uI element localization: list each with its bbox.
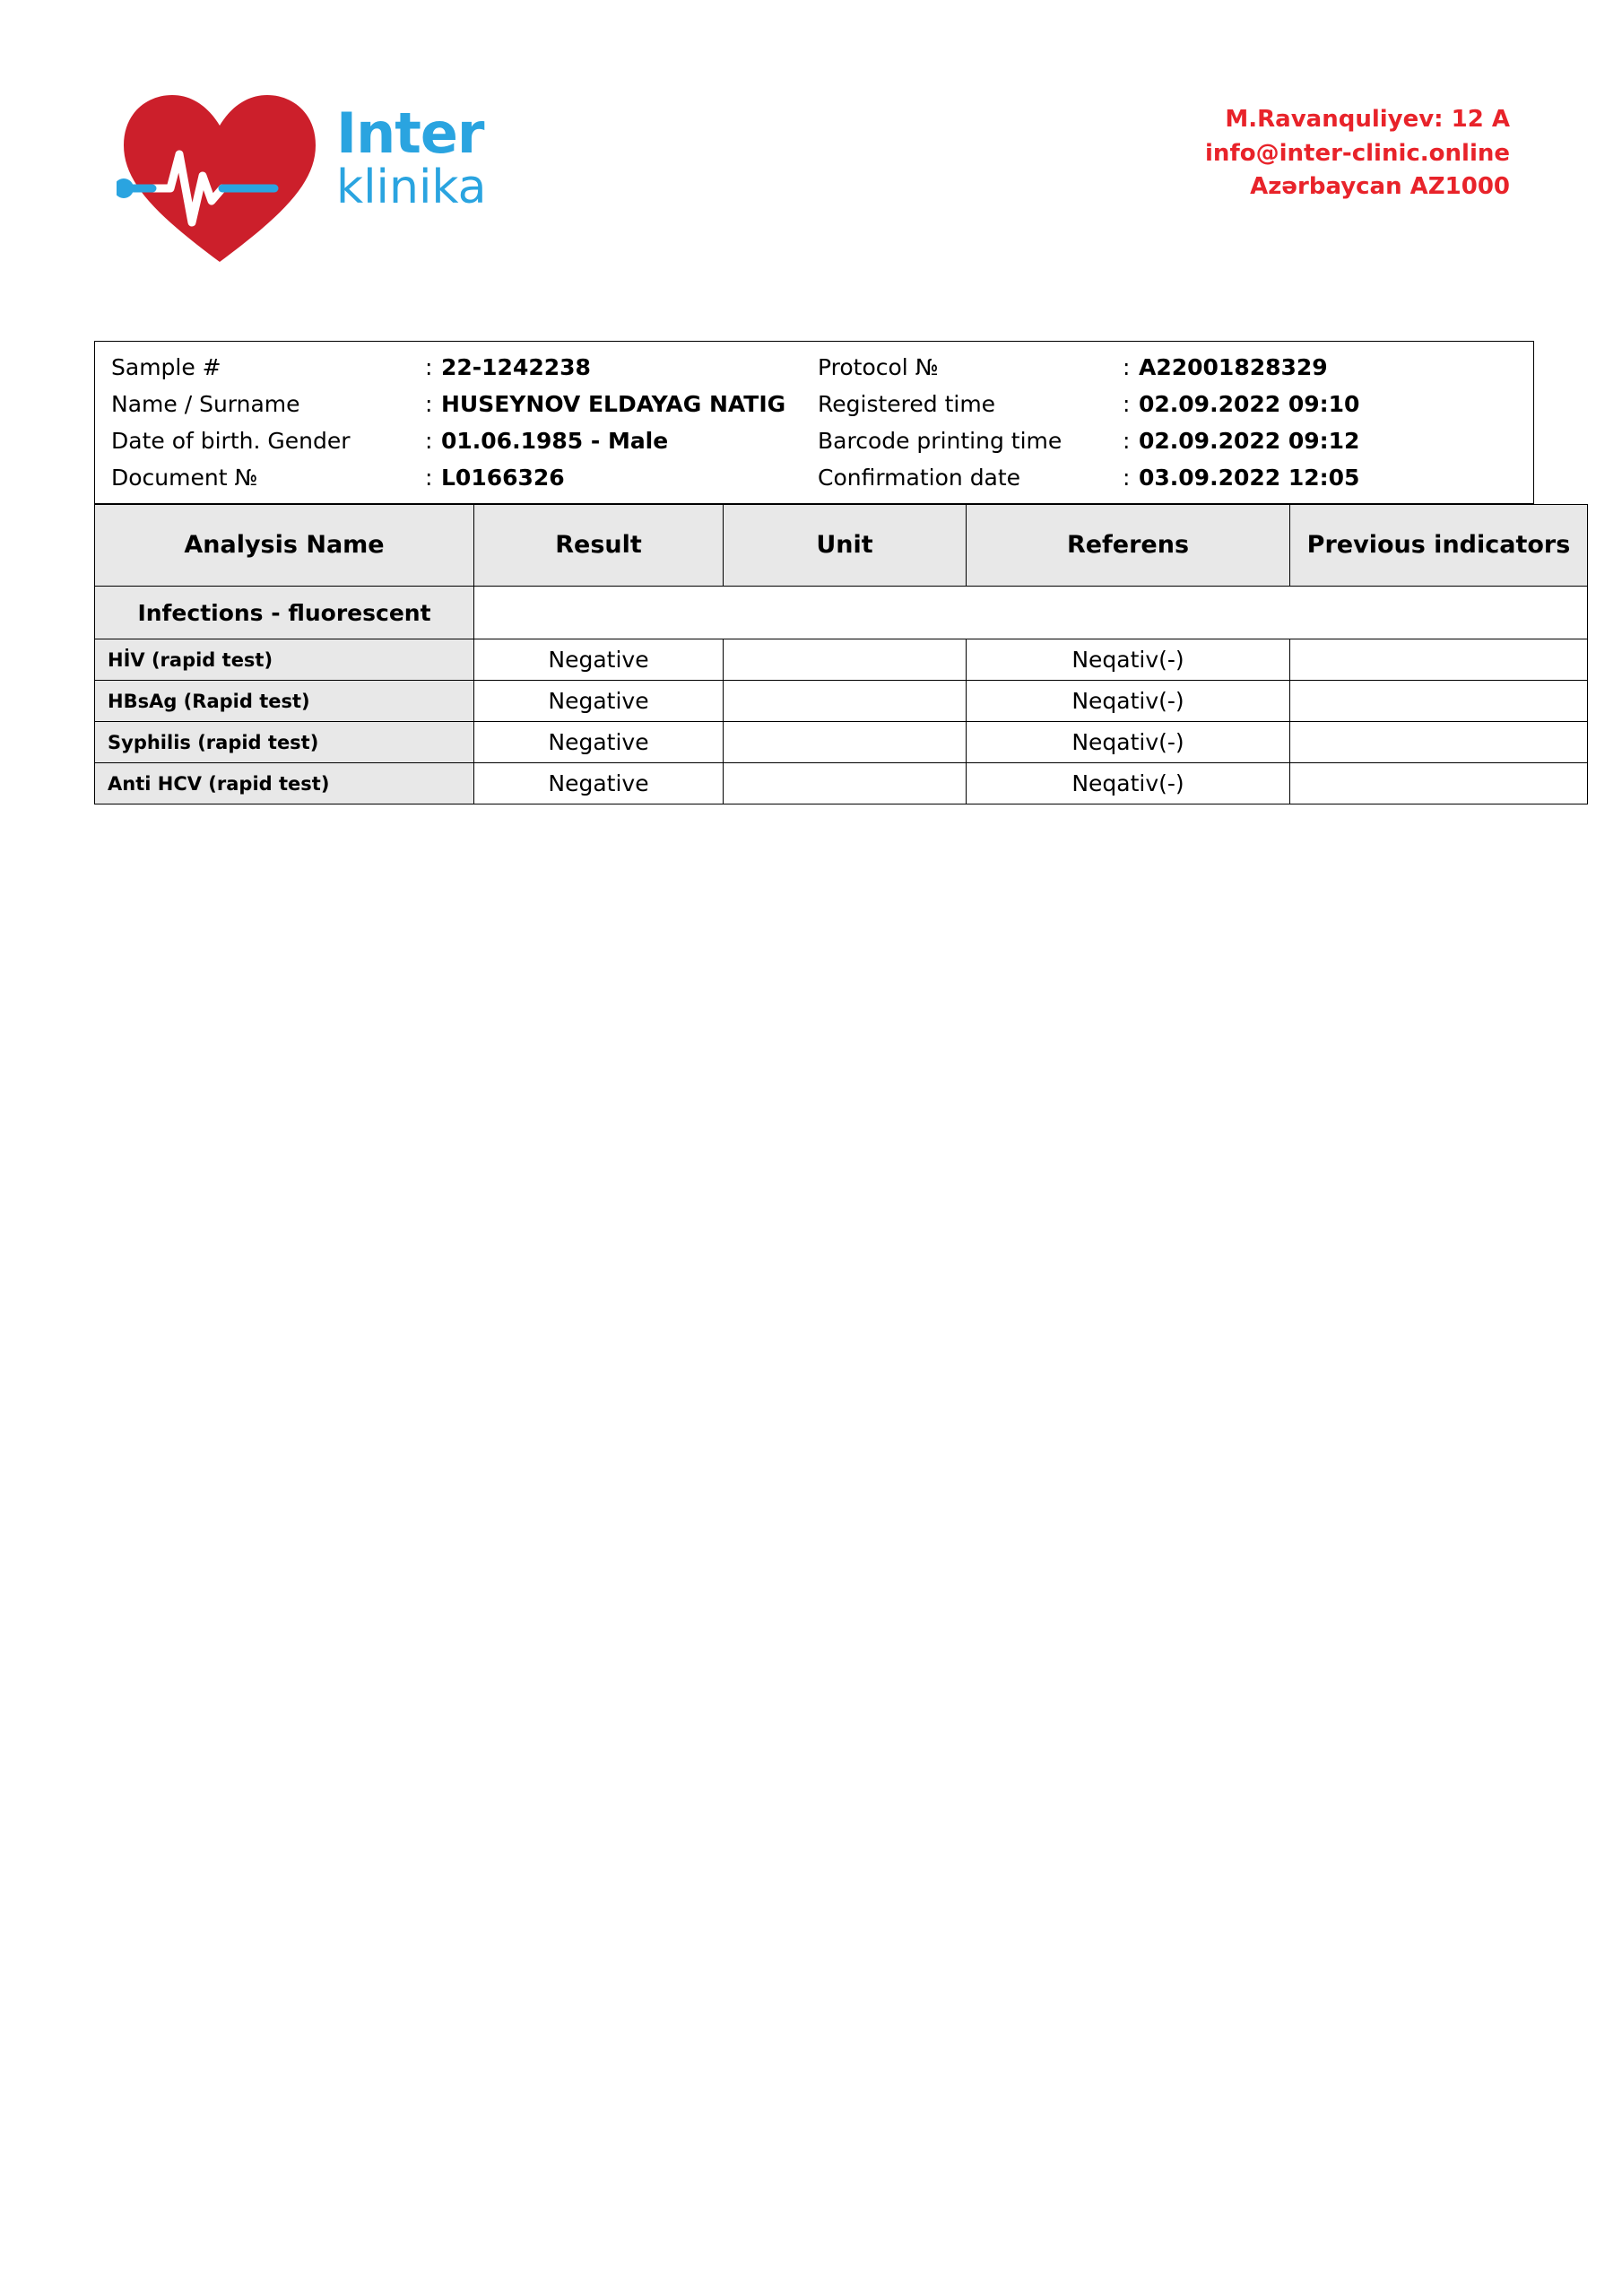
group-title-infections: Infections - fluorescent bbox=[95, 587, 474, 639]
analysis-previous bbox=[1290, 639, 1588, 681]
analysis-unit bbox=[724, 639, 967, 681]
patient-info-table bbox=[94, 341, 1534, 504]
analysis-result: Negative bbox=[474, 763, 724, 804]
results-group-row bbox=[95, 587, 1588, 639]
clinic-country: Azərbaycan AZ1000 bbox=[1250, 173, 1510, 201]
info-separator: : bbox=[1123, 354, 1131, 380]
column-header-analysis-name: Analysis Name bbox=[95, 505, 474, 587]
info-separator: : bbox=[425, 391, 433, 417]
info-label-confirmation-date: Confirmation date bbox=[818, 465, 1021, 491]
info-label-registered-time: Registered time bbox=[818, 391, 996, 417]
analysis-name: HBsAg (Rapid test) bbox=[95, 681, 474, 722]
analysis-unit bbox=[724, 763, 967, 804]
clinic-logo bbox=[117, 81, 583, 260]
report-body bbox=[94, 341, 1571, 804]
info-separator: : bbox=[425, 354, 433, 380]
clinic-contact-block bbox=[1205, 103, 1510, 204]
info-row bbox=[95, 386, 1534, 422]
analysis-result: Negative bbox=[474, 639, 724, 681]
info-value-barcode-time: 02.09.2022 09:12 bbox=[1139, 428, 1360, 454]
info-label-document: Document № bbox=[111, 465, 258, 491]
analysis-result: Negative bbox=[474, 722, 724, 763]
analysis-unit bbox=[724, 681, 967, 722]
table-row bbox=[95, 639, 1588, 681]
analysis-previous bbox=[1290, 722, 1588, 763]
info-value-dob-gender: 01.06.1985 - Male bbox=[441, 428, 669, 454]
column-header-unit: Unit bbox=[724, 505, 967, 587]
column-header-previous-indicators: Previous indicators bbox=[1290, 505, 1588, 587]
info-separator: : bbox=[425, 465, 433, 491]
info-separator: : bbox=[1123, 465, 1131, 491]
analysis-previous bbox=[1290, 763, 1588, 804]
analysis-previous bbox=[1290, 681, 1588, 722]
analysis-reference: Neqativ(-) bbox=[967, 639, 1290, 681]
info-label-protocol: Protocol № bbox=[818, 354, 939, 380]
group-empty-cell bbox=[474, 587, 1588, 639]
analysis-result: Negative bbox=[474, 681, 724, 722]
info-row bbox=[95, 459, 1534, 504]
logo-inter-text: Inter bbox=[336, 100, 484, 166]
table-row bbox=[95, 722, 1588, 763]
analysis-reference: Neqativ(-) bbox=[967, 763, 1290, 804]
analysis-name: Anti HCV (rapid test) bbox=[95, 763, 474, 804]
info-value-protocol: A22001828329 bbox=[1139, 354, 1328, 380]
info-value-name: HUSEYNOV ELDAYAG NATIG bbox=[441, 391, 786, 417]
heart-ecg-icon bbox=[117, 90, 323, 269]
results-header-row bbox=[95, 505, 1588, 587]
info-value-confirmation-date: 03.09.2022 12:05 bbox=[1139, 465, 1360, 491]
logo-klinika-text: klinika bbox=[336, 161, 487, 214]
table-row bbox=[95, 681, 1588, 722]
logo-wordmark bbox=[336, 100, 587, 215]
info-label-barcode-time: Barcode printing time bbox=[818, 428, 1063, 454]
info-separator: : bbox=[1123, 428, 1131, 454]
column-header-result: Result bbox=[474, 505, 724, 587]
info-row bbox=[95, 342, 1534, 387]
info-separator: : bbox=[425, 428, 433, 454]
info-row bbox=[95, 422, 1534, 459]
clinic-email: info@inter-clinic.online bbox=[1205, 139, 1510, 167]
analysis-unit bbox=[724, 722, 967, 763]
info-value-registered-time: 02.09.2022 09:10 bbox=[1139, 391, 1360, 417]
report-header bbox=[0, 54, 1622, 260]
info-label-dob-gender: Date of birth. Gender bbox=[111, 428, 351, 454]
results-table bbox=[94, 504, 1588, 804]
analysis-reference: Neqativ(-) bbox=[967, 681, 1290, 722]
analysis-name: HİV (rapid test) bbox=[95, 639, 474, 681]
info-separator: : bbox=[1123, 391, 1131, 417]
info-label-sample: Sample # bbox=[111, 354, 221, 380]
info-value-sample: 22-1242238 bbox=[441, 354, 591, 380]
column-header-referens: Referens bbox=[967, 505, 1290, 587]
analysis-reference: Neqativ(-) bbox=[967, 722, 1290, 763]
info-label-name: Name / Surname bbox=[111, 391, 300, 417]
analysis-name: Syphilis (rapid test) bbox=[95, 722, 474, 763]
info-value-document: L0166326 bbox=[441, 465, 565, 491]
clinic-address: M.Ravanquliyev: 12 A bbox=[1225, 106, 1510, 133]
table-row bbox=[95, 763, 1588, 804]
